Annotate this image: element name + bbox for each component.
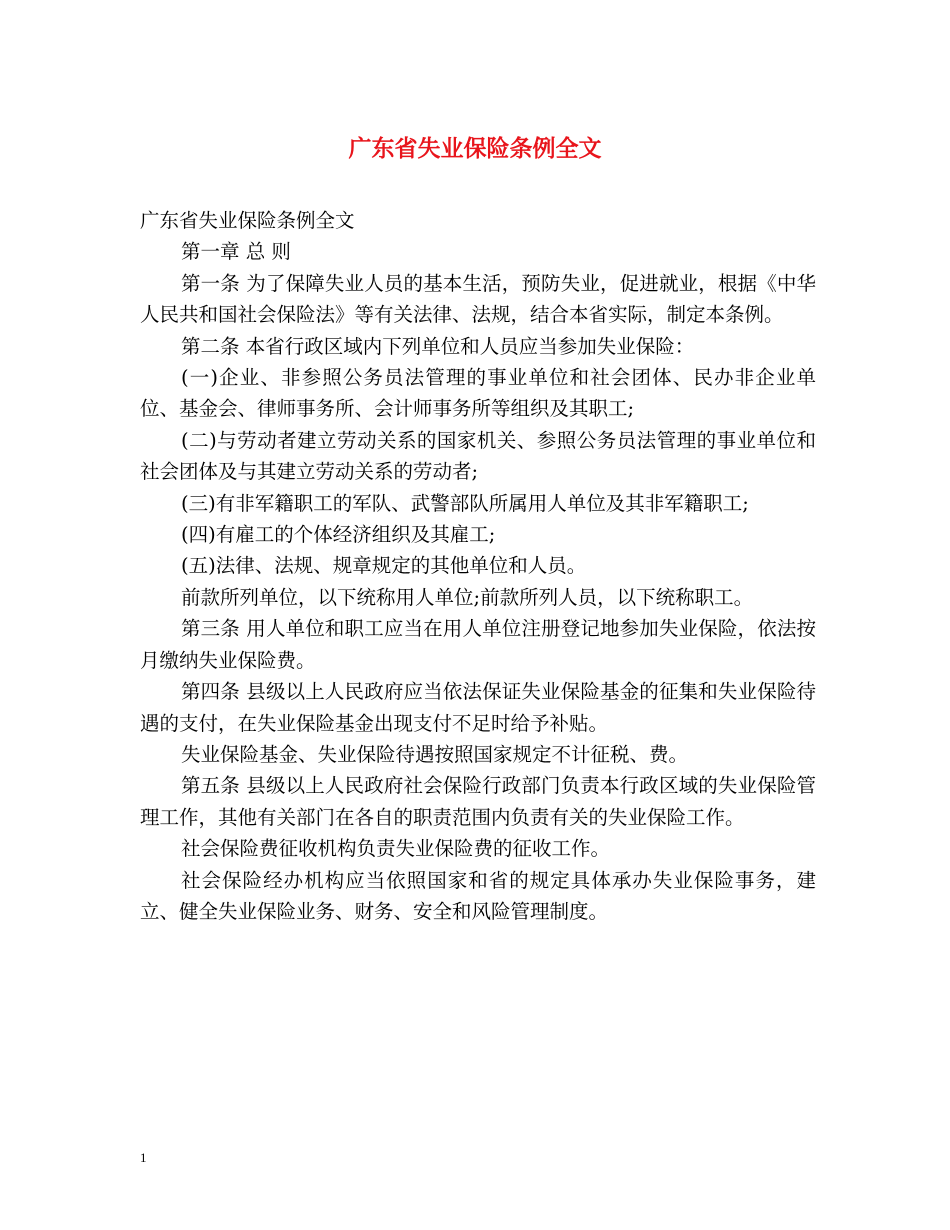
list-item: (三)有非军籍职工的军队、武警部队所属用人单位及其非军籍职工; bbox=[181, 491, 749, 515]
body-paragraph: 社会保险经办机构应当依照国家和省的规定具体承办失业保险事务，建立、健全失业保险业务、财务、安全和风险管理制度。 bbox=[140, 868, 816, 923]
list-item: (一)企业、非参照公务员法管理的事业单位和社会团体、民办非企业单位、基金会、律师事务所、会计师事务所等组织及其职工; bbox=[140, 366, 816, 421]
body-paragraph: 第二条 本省行政区域内下列单位和人员应当参加失业保险： bbox=[181, 334, 695, 358]
body-paragraph: 第四条 县级以上人民政府应当依法保证失业保险基金的征集和失业保险待遇的支付，在失业保险基金出现支付不足时给予补贴。 bbox=[140, 680, 816, 735]
list-item: (五)法律、法规、规章规定的其他单位和人员。 bbox=[181, 554, 587, 578]
body-paragraph: 前款所列单位，以下统称用人单位;前款所列人员，以下统称职工。 bbox=[181, 585, 754, 609]
body-paragraph: 第五条 县级以上人民政府社会保险行政部门负责本行政区域的失业保险管理工作，其他有关部门在各自的职责范围内负责有关的失业保险工作。 bbox=[140, 774, 816, 829]
page-number: 1 bbox=[140, 1150, 147, 1165]
list-item: (二)与劳动者建立劳动关系的国家机关、参照公务员法管理的事业单位和社会团体及与其建立劳动关系的劳动者; bbox=[140, 428, 816, 484]
list-item: (四)有雇工的个体经济组织及其雇工; bbox=[181, 523, 496, 547]
document-body bbox=[140, 205, 816, 927]
document-title: 广东省失业保险条例全文 bbox=[348, 136, 602, 162]
body-paragraph: 社会保险费征收机构负责失业保险费的征收工作。 bbox=[181, 837, 611, 861]
body-paragraph: 广东省失业保险条例全文 bbox=[140, 209, 355, 232]
body-paragraph: 第一条 为了保障失业人员的基本生活，预防失业，促进就业，根据《中华人民共和国社会保险法》等有关法律、法规，结合本省实际，制定本条例。 bbox=[140, 271, 816, 327]
chapter-heading: 第一章 总 则 bbox=[181, 240, 291, 264]
body-paragraph: 第三条 用人单位和职工应当在用人单位注册登记地参加失业保险，依法按月缴纳失业保险费。 bbox=[140, 617, 816, 672]
body-paragraph: 失业保险基金、失业保险待遇按照国家规定不计征税、费。 bbox=[181, 742, 689, 766]
